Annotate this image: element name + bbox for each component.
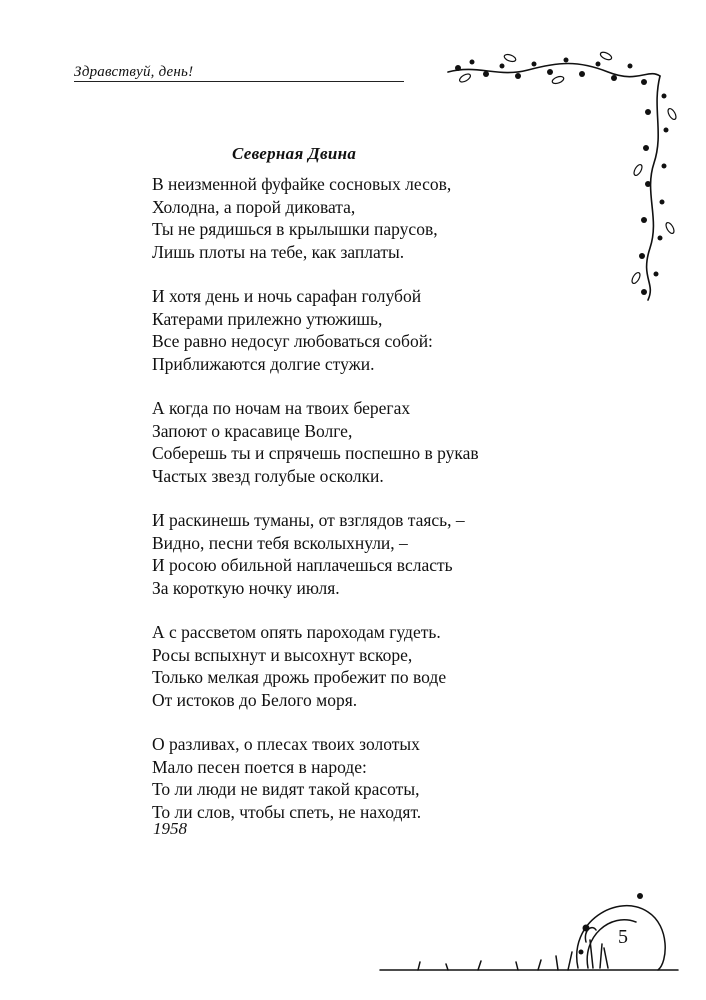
running-header: Здравствуй, день! [74,64,194,80]
poem-line: Ты не рядишься в крылышки парусов, [152,219,438,239]
poem-line: Только мелкая дрожь пробежит по воде [152,667,447,687]
poem-line: Запоют о красавице Волге, [152,420,353,441]
poem-line: Приближаются долгие стужи. [152,353,375,374]
stanza [152,509,479,599]
poem-line: То ли слов, чтобы спеть, не находят. [152,801,422,822]
poem-line: В неизменной фуфайке сосновых лесов, [152,174,452,194]
poem-line: О разливах, о плесах твоих золотых [152,734,420,754]
poem-line: Частых звезд голубые осколки. [152,465,384,486]
poem-line: Катерами прилежно утюжишь, [152,308,383,329]
stanza [152,173,479,263]
poem-year: 1958 [153,819,187,838]
poem-line: Видно, песни тебя всколыхнули, – [152,532,408,553]
page-number: 5 [618,926,628,948]
poem-line: То ли люди не видят такой красоты, [152,779,420,799]
poem-line: Мало песен поется в народе: [152,756,367,777]
poem-line: А когда по ночам на твоих берегах [152,398,411,418]
stanza [152,285,479,375]
stanza [152,621,479,711]
poem-line: Холодна, а порой диковата, [152,196,356,217]
poem-line: А с рассветом опять пароходам гудеть. [152,622,441,642]
poem-line: И росою обильной наплачешься всласть [152,555,453,575]
stanza [152,397,479,487]
poem-line: И раскинешь туманы, от взглядов таясь, – [152,510,465,530]
poem-body [152,173,479,845]
grass-flower-ornament-icon [378,882,698,982]
stanza [152,733,479,823]
poem-line: За короткую ночку июля. [152,577,340,598]
poem-line: Все равно недосуг любоваться собой: [152,331,433,351]
poem-line: Росы вспыхнут и высохнут вскоре, [152,644,413,665]
header-rule [74,81,404,82]
poem-line: От истоков до Белого моря. [152,689,358,710]
poem-line: И хотя день и ночь сарафан голубой [152,286,422,306]
poem-line: Соберешь ты и спрячешь поспешно в рукав [152,443,479,463]
poem-title: Северная Двина [232,144,357,163]
poem-line: Лишь плоты на тебе, как заплаты. [152,241,405,262]
